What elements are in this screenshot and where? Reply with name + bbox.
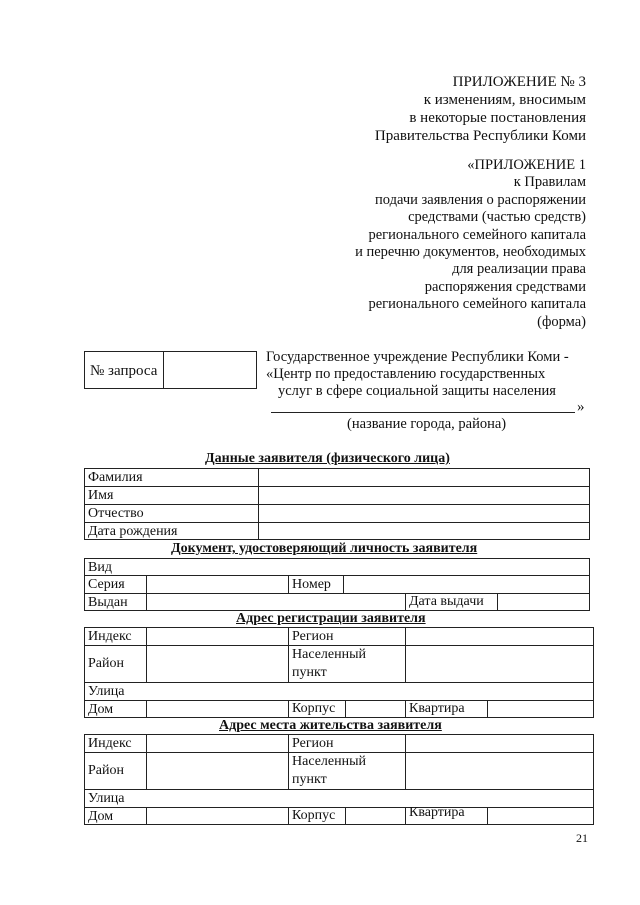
institution-line: услуг в сфере социальной защиты населения [278,383,556,399]
request-number-field[interactable] [164,352,256,388]
reg-apartment-label: Квартира [409,701,465,716]
document-section-title: Документ, удостоверяющий личность заявителя [171,541,478,556]
applicant-field-label: Дата рождения [88,524,178,539]
header-line: в некоторые постановления [409,110,586,126]
registration-table [84,627,594,718]
res-region-label: Регион [292,736,334,751]
header-block [375,73,586,145]
closing-quote: » [577,399,585,415]
appendix-line: регионального семейного капитала [368,226,586,243]
reg-region-label: Регион [292,629,334,644]
document-table [84,558,590,611]
applicant-section-title: Данные заявителя (физического лица) [205,451,450,466]
reg-settlement-label: пункт [292,665,327,680]
header-line: Правительства Республики Коми [374,128,586,144]
appendix-line: распоряжения средствами [424,278,586,295]
res-settlement-label: пункт [292,772,327,787]
appendix-line: для реализации права [452,261,586,278]
res-index-label: Индекс [88,736,132,751]
institution-line: Государственное учреждение Республики Коми - [266,349,569,365]
residence-table [84,734,594,825]
applicant-field-label: Отчество [88,506,144,521]
appendix-line: «ПРИЛОЖЕНИЕ 1 [467,157,586,173]
res-district-label: Район [88,763,124,778]
appendix-line: средствами (частью средств) [408,209,586,226]
res-street-label: Улица [88,791,125,806]
reg-district-label: Район [88,656,124,671]
doc-number-label: Номер [292,577,331,592]
header-line: ПРИЛОЖЕНИЕ № 3 [452,74,586,90]
res-settlement-label: Населенный [292,754,367,769]
reg-street-label: Улица [88,684,125,699]
doc-issue-date-label: Дата выдачи [409,594,484,609]
institution-line: «Центр по предоставлению государственных [266,366,546,382]
header-line: к изменениям, вносимым [423,92,586,108]
appendix-line: и перечню документов, необходимых [355,244,586,261]
applicant-field-label: Фамилия [88,470,143,485]
res-house-label: Дом [88,809,114,824]
city-caption: (название города, района) [347,416,507,432]
reg-building-label: Корпус [292,701,336,716]
doc-issued-label: Выдан [88,595,128,610]
city-fill-line[interactable] [271,412,575,413]
residence-section-title: Адрес места жительства заявителя [219,718,442,733]
appendix-line: подачи заявления о распоряжении [375,191,586,208]
reg-index-label: Индекс [88,629,132,644]
reg-settlement-label: Населенный [292,647,367,662]
res-building-label: Корпус [292,808,336,823]
res-apartment-label: Квартира [409,805,465,820]
request-label: № запроса [90,363,158,379]
registration-section-title: Адрес регистрации заявителя [236,611,426,626]
appendix-line: (форма) [537,313,586,330]
doc-type-label: Вид [88,560,112,575]
appendix-block [355,157,586,331]
appendix-line: к Правилам [513,174,586,191]
page-number: 21 [576,831,588,845]
doc-series-label: Серия [88,577,125,592]
applicant-field-label: Имя [88,488,114,503]
appendix-line: регионального семейного капитала [368,296,586,313]
reg-house-label: Дом [88,702,114,717]
